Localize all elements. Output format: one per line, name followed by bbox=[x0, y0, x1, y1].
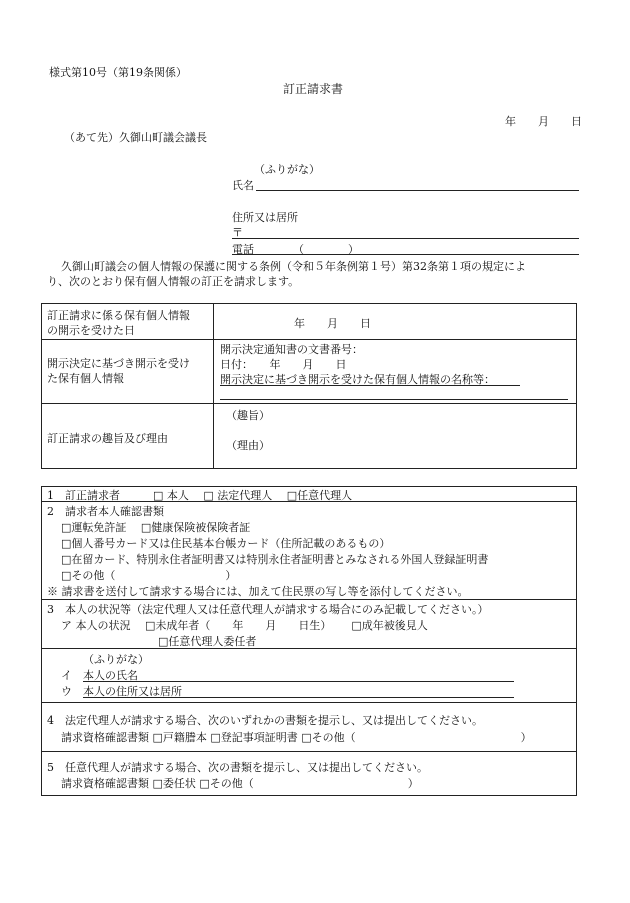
page-title: 訂正請求書 bbox=[283, 82, 344, 96]
section-separator bbox=[41, 702, 577, 703]
reason-label: （理由） bbox=[226, 439, 270, 452]
section-4-title: 4 法定代理人が請求する場合、次のいずれかの書類を提示し、又は提出してください。 bbox=[47, 714, 483, 727]
agent-documents[interactable]: 請求資格確認書類 □委任状 □その他（ ） bbox=[61, 777, 419, 790]
notice-document-number: 開示決定通知書の文書番号： bbox=[220, 343, 363, 356]
applicant-name-label: 氏名 bbox=[232, 179, 254, 192]
row3-label: 訂正請求の趣旨及び理由 bbox=[47, 432, 168, 445]
row2-label-a: 開示決定に基づき開示を受け bbox=[47, 357, 190, 370]
section-2-title: 2 請求者本人確認書類 bbox=[47, 505, 164, 518]
principal-address-field[interactable] bbox=[83, 697, 514, 698]
intro-line-1: 久御山町議会の個人情報の保護に関する条例（令和５年条例第１号）第32条第１項の規定によ bbox=[61, 260, 526, 273]
request-date: 年 月 日 bbox=[505, 115, 582, 128]
id-doc-option-other[interactable]: □その他（ ） bbox=[61, 569, 237, 582]
row1-label-b: の開示を受けた日 bbox=[47, 324, 135, 337]
principal-address-label: ウ 本人の住所又は居所 bbox=[61, 685, 182, 698]
addressee: （あて先）久御山町議会議長 bbox=[64, 131, 207, 144]
principal-furigana-label: （ふりがな） bbox=[83, 653, 149, 666]
applicant-furigana-label: （ふりがな） bbox=[254, 163, 320, 176]
legal-rep-documents[interactable]: 請求資格確認書類 □戸籍謄本 □登記事項証明書 □その他（ ） bbox=[61, 731, 532, 744]
applicant-address-label: 住所又は居所 bbox=[232, 211, 298, 224]
principal-name-field[interactable] bbox=[83, 681, 514, 682]
id-doc-option-1[interactable]: □運転免許証 □健康保険被保険者証 bbox=[61, 521, 251, 534]
section-separator bbox=[41, 599, 577, 600]
row2-label-b: た保有個人情報 bbox=[47, 372, 124, 385]
applicant-phone-label: 電話 bbox=[232, 243, 254, 256]
id-doc-option-3[interactable]: □在留カード、特別永住者証明書又は特別永住者証明書とみなされる外国人登録証明書 bbox=[61, 553, 489, 566]
section-separator bbox=[41, 648, 577, 649]
row1-label-a: 訂正請求に係る保有個人情報 bbox=[47, 309, 190, 322]
table-divider bbox=[213, 303, 214, 469]
section-1-requester-type[interactable]: 1 訂正請求者 □ 本人 □ 法定代理人 □任意代理人 bbox=[47, 489, 353, 502]
postal-mark: 〒 bbox=[232, 226, 243, 239]
applicant-name-field[interactable] bbox=[256, 190, 579, 191]
disclosed-info-name: 開示決定に基づき開示を受けた保有個人情報の名称等： bbox=[220, 373, 495, 386]
section-5-title: 5 任意代理人が請求する場合、次の書類を提示し、又は提出してください。 bbox=[47, 761, 428, 774]
disclosed-info-name-underline bbox=[220, 385, 520, 386]
applicant-address-field[interactable] bbox=[232, 238, 579, 239]
table-row-separator bbox=[41, 339, 577, 340]
form-number: 様式第10号（第19条関係） bbox=[49, 66, 187, 79]
applicant-phone-parens: （ ） bbox=[293, 243, 359, 256]
section-3-title: 3 本人の状況等（法定代理人又は任意代理人が請求する場合にのみ記載してください。） bbox=[47, 603, 489, 616]
intro-line-2: り、次のとおり保有個人情報の訂正を請求します。 bbox=[47, 275, 300, 288]
principal-name-label: イ 本人の氏名 bbox=[61, 669, 138, 682]
mail-request-note: ※ 請求書を送付して請求する場合には、加えて住民票の写し等を添付してください。 bbox=[47, 585, 469, 598]
disclosed-info-name-field[interactable] bbox=[220, 399, 568, 400]
principal-status-delegator[interactable]: □任意代理人委任者 bbox=[158, 635, 257, 648]
disclosure-date-field[interactable]: 年 月 日 bbox=[294, 317, 371, 330]
id-doc-option-2[interactable]: □個人番号カード又は住民基本台帳カード（住所記載のあるもの） bbox=[61, 537, 391, 550]
table-row-separator bbox=[41, 403, 577, 404]
principal-status[interactable]: ア 本人の状況 □未成年者（ 年 月 日生） □成年被後見人 bbox=[61, 619, 428, 632]
applicant-phone-field[interactable] bbox=[232, 254, 579, 255]
purpose-label: （趣旨） bbox=[226, 409, 270, 422]
notice-date: 日付： 年 月 日 bbox=[220, 358, 347, 371]
section-separator bbox=[41, 751, 577, 752]
